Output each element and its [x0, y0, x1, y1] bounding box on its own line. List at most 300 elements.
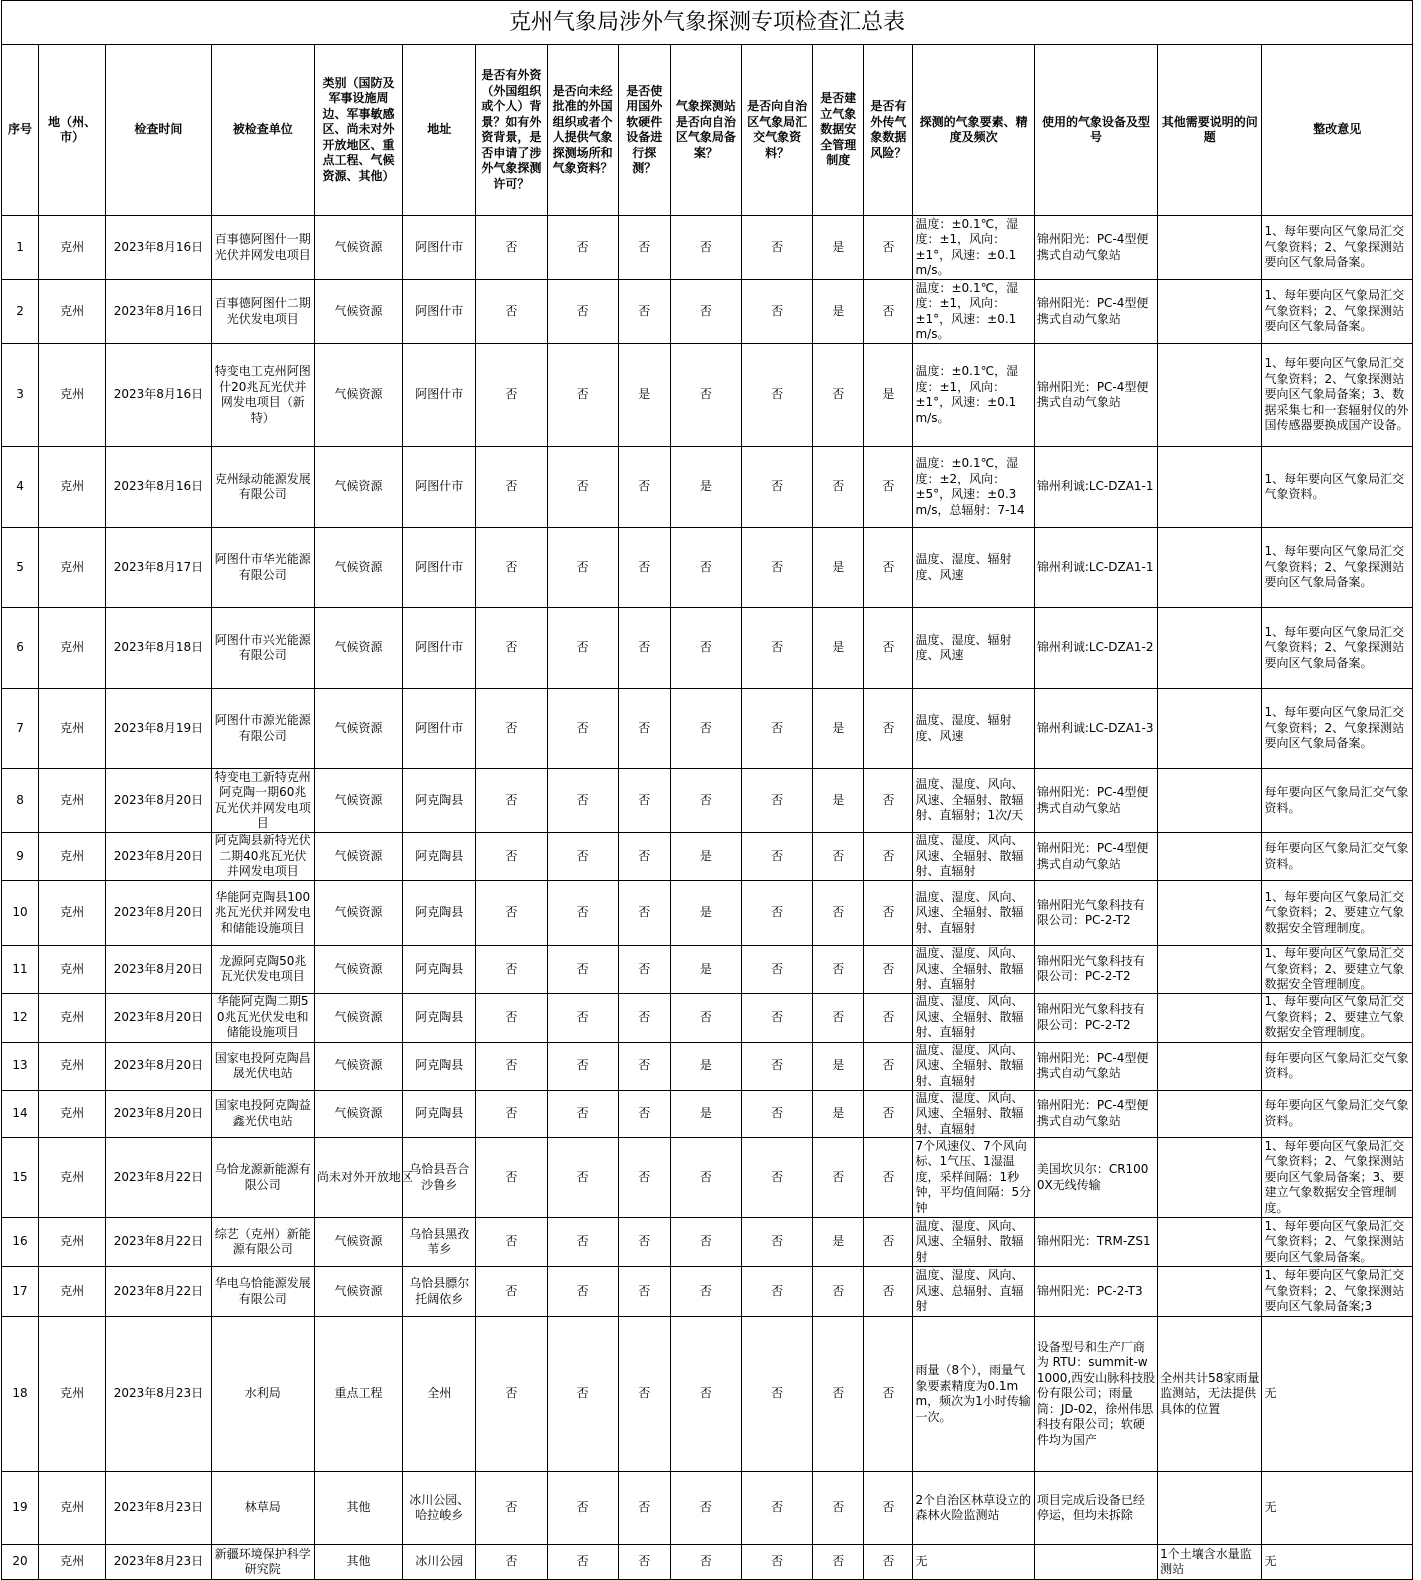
table-cell: 设备型号和生产厂商为 RTU：summit-w1000,西安山脉科技股份有限公司；雨量筒：JD-02，徐州伟思科技有限公司；软硬件均为国产 [1034, 1317, 1157, 1472]
header-cell: 类别（国防及军事设施周边、军事敏感区、尚未对外开放地区、重点工程、气候资源、其他） [314, 45, 402, 216]
table-cell: 否 [547, 1090, 618, 1138]
table-cell: 是 [813, 280, 864, 344]
table-cell: 否 [618, 1042, 670, 1090]
table-cell: 否 [742, 689, 813, 769]
table-cell: 否 [476, 833, 547, 881]
table-cell: 否 [813, 1545, 864, 1580]
table-cell: 否 [547, 1042, 618, 1090]
table-cell: 2个自治区林草设立的森林火险监测站 [913, 1472, 1034, 1545]
table-cell: 阿克陶县 [403, 993, 476, 1042]
table-cell: 否 [618, 280, 670, 344]
header-row [2, 45, 1413, 216]
table-cell: 1、每年要向区气象局汇交气象资料；2、气象探测站要向区气象局备案。 [1262, 689, 1413, 769]
table-cell: 否 [813, 1317, 864, 1472]
table-cell: 是 [670, 1042, 741, 1090]
table-cell: 温度、湿度、风向、风速、全辐射、散辐射、直辐射；1次/天 [913, 769, 1034, 833]
header-cell: 是否有外传气象数据风险？ [864, 45, 913, 216]
table-row [2, 1267, 1413, 1317]
table-cell: 克州 [39, 1317, 106, 1472]
table-cell: 否 [547, 769, 618, 833]
table-cell: 否 [618, 946, 670, 994]
table-cell: 每年要向区气象局汇交气象资料。 [1262, 769, 1413, 833]
table-cell [1158, 280, 1262, 344]
table-cell: 否 [547, 344, 618, 447]
table-cell: 是 [813, 216, 864, 280]
table-cell: 特变电工新特克州阿克陶一期60兆瓦光伏并网发电项目 [211, 769, 314, 833]
table-cell: 否 [476, 689, 547, 769]
table-cell: 1、每年要向区气象局汇交气象资料；2、气象探测站要向区气象局备案。 [1262, 528, 1413, 608]
table-cell: 克州 [39, 689, 106, 769]
table-cell: 否 [742, 1218, 813, 1267]
table-cell: 否 [547, 833, 618, 881]
table-cell: 全州共计58家雨量监测站，无法提供具体的位置 [1158, 1317, 1262, 1472]
table-cell: 阿图什市 [403, 216, 476, 280]
table-cell: 否 [670, 528, 741, 608]
table-cell: 2023年8月20日 [106, 881, 211, 946]
table-cell: 克州 [39, 344, 106, 447]
table-cell: 否 [670, 216, 741, 280]
table-cell: 20 [2, 1545, 39, 1580]
table-cell: 是 [670, 447, 741, 528]
table-cell: 阿克陶县 [403, 769, 476, 833]
table-cell: 否 [864, 528, 913, 608]
table-cell: 全州 [403, 1317, 476, 1472]
table-cell: 阿克陶县 [403, 1042, 476, 1090]
table-cell: 气候资源 [314, 608, 402, 689]
table-cell: 否 [618, 1545, 670, 1580]
table-cell: 否 [476, 769, 547, 833]
table-cell: 否 [742, 946, 813, 994]
table-cell: 2 [2, 280, 39, 344]
table-cell: 气候资源 [314, 1042, 402, 1090]
table-cell: 否 [864, 1218, 913, 1267]
table-cell: 否 [670, 1472, 741, 1545]
table-cell: 否 [547, 528, 618, 608]
table-cell: 尚未对外开放地区 [314, 1138, 402, 1218]
table-cell: 特变电工克州阿图什20兆瓦光伏并网发电项目（新特） [211, 344, 314, 447]
table-cell: 2023年8月20日 [106, 993, 211, 1042]
table-cell: 气候资源 [314, 344, 402, 447]
table-cell: 否 [618, 528, 670, 608]
table-cell: 6 [2, 608, 39, 689]
table-cell: 否 [864, 280, 913, 344]
table-cell: 2023年8月20日 [106, 1042, 211, 1090]
table-cell: 否 [742, 1267, 813, 1317]
header-cell: 探测的气象要素、精度及频次 [913, 45, 1034, 216]
table-row [2, 1472, 1413, 1545]
table-cell: 2023年8月23日 [106, 1317, 211, 1472]
table-cell: 锦州阳光：PC-4型便携式自动气象站 [1034, 344, 1157, 447]
table-cell: 锦州阳光气象科技有限公司：PC-2-T2 [1034, 946, 1157, 994]
table-cell: 百事德阿图什二期光伏发电项目 [211, 280, 314, 344]
table-cell: 2023年8月20日 [106, 769, 211, 833]
table-cell: 否 [547, 1545, 618, 1580]
table-cell: 否 [547, 280, 618, 344]
table-cell: 否 [618, 769, 670, 833]
table-cell: 气候资源 [314, 881, 402, 946]
table-cell: 温度、湿度、风向、风速、总辐射、直辐射 [913, 1267, 1034, 1317]
table-cell: 是 [670, 881, 741, 946]
table-cell: 否 [476, 1317, 547, 1472]
header-cell: 其他需要说明的问题 [1158, 45, 1262, 216]
table-cell: 1、每年要向区气象局汇交气象资料；2、气象探测站要向区气象局备案。 [1262, 280, 1413, 344]
table-cell: 否 [476, 1545, 547, 1580]
table-row [2, 447, 1413, 528]
table-cell: 气候资源 [314, 993, 402, 1042]
table-cell: 否 [742, 769, 813, 833]
table-cell: 锦州利诚:LC-DZA1-2 [1034, 608, 1157, 689]
table-cell: 克州 [39, 280, 106, 344]
table-cell: 否 [742, 881, 813, 946]
table-cell: 否 [618, 1138, 670, 1218]
table-cell: 气候资源 [314, 1090, 402, 1138]
table-cell: 否 [547, 881, 618, 946]
table-row [2, 1545, 1413, 1580]
header-cell: 是否使用国外软硬件设备进行探测？ [618, 45, 670, 216]
table-cell: 是 [813, 689, 864, 769]
table-cell: 2023年8月22日 [106, 1138, 211, 1218]
table-cell: 克州 [39, 1218, 106, 1267]
table-cell: 否 [742, 1138, 813, 1218]
table-cell: 阿图什市源光能源有限公司 [211, 689, 314, 769]
table-cell: 2023年8月23日 [106, 1545, 211, 1580]
table-cell: 否 [742, 1472, 813, 1545]
table-cell: 阿图什市 [403, 528, 476, 608]
table-cell: 否 [476, 1218, 547, 1267]
table-cell: 是 [670, 833, 741, 881]
table-cell: 克州 [39, 608, 106, 689]
table-cell: 温度：±0.1℃，湿度：±2，风向：±5°，风速：±0.3m/s，总辐射：7-14 [913, 447, 1034, 528]
table-cell [1158, 1472, 1262, 1545]
table-cell: 是 [813, 1090, 864, 1138]
table-cell: 2023年8月16日 [106, 216, 211, 280]
table-cell: 无 [913, 1545, 1034, 1580]
table-cell: 否 [476, 1138, 547, 1218]
table-cell: 13 [2, 1042, 39, 1090]
header-cell: 地址 [403, 45, 476, 216]
table-cell: 否 [742, 344, 813, 447]
table-cell: 2023年8月20日 [106, 833, 211, 881]
table-cell: 锦州阳光：PC-4型便携式自动气象站 [1034, 1042, 1157, 1090]
table-cell: 冰川公园 [403, 1545, 476, 1580]
table-cell: 是 [813, 1042, 864, 1090]
table-cell: 其他 [314, 1545, 402, 1580]
table-cell: 否 [618, 1218, 670, 1267]
table-cell: 否 [670, 1317, 741, 1472]
table-cell: 7 [2, 689, 39, 769]
table-cell: 锦州阳光：PC-2-T3 [1034, 1267, 1157, 1317]
table-cell: 否 [813, 833, 864, 881]
table-cell: 气候资源 [314, 946, 402, 994]
table-row [2, 528, 1413, 608]
table-cell: 阿图什市 [403, 608, 476, 689]
table-cell: 10 [2, 881, 39, 946]
table-cell: 克州 [39, 216, 106, 280]
table-row [2, 1090, 1413, 1138]
table-row [2, 280, 1413, 344]
table-cell: 锦州利诚:LC-DZA1-1 [1034, 447, 1157, 528]
table-cell: 阿图什市 [403, 344, 476, 447]
table-row [2, 1042, 1413, 1090]
table-cell: 锦州阳光：PC-4型便携式自动气象站 [1034, 833, 1157, 881]
table-cell: 克州 [39, 993, 106, 1042]
table-cell: 否 [864, 447, 913, 528]
table-cell: 克州 [39, 447, 106, 528]
table-cell: 阿克陶县新特光伏二期40兆瓦光伏并网发电项目 [211, 833, 314, 881]
table-cell: 1、每年要向区气象局汇交气象资料；2、要建立气象数据安全管理制度。 [1262, 946, 1413, 994]
table-cell: 否 [618, 1472, 670, 1545]
table-cell [1158, 833, 1262, 881]
table-cell [1158, 1218, 1262, 1267]
table-cell: 16 [2, 1218, 39, 1267]
table-cell: 否 [864, 881, 913, 946]
table-cell: 否 [547, 1317, 618, 1472]
table-cell: 否 [476, 216, 547, 280]
table-cell: 阿图什市华光能源有限公司 [211, 528, 314, 608]
table-cell [1158, 881, 1262, 946]
table-cell: 否 [670, 689, 741, 769]
table-cell: 温度：±0.1℃，湿度：±1，风向：±1°，风速：±0.1m/s。 [913, 216, 1034, 280]
table-cell: 11 [2, 946, 39, 994]
table-cell: 17 [2, 1267, 39, 1317]
table-cell: 否 [864, 1317, 913, 1472]
table-cell: 综艺（克州）新能源有限公司 [211, 1218, 314, 1267]
table-row [2, 1317, 1413, 1472]
table-cell: 克州 [39, 528, 106, 608]
table-cell: 阿图什市兴光能源有限公司 [211, 608, 314, 689]
table-row [2, 216, 1413, 280]
table-cell: 否 [670, 1218, 741, 1267]
table-cell: 克州 [39, 833, 106, 881]
table-cell: 重点工程 [314, 1317, 402, 1472]
table-cell: 3 [2, 344, 39, 447]
table-cell: 其他 [314, 1472, 402, 1545]
table-cell: 美国坎贝尔：CR1000X无线传输 [1034, 1138, 1157, 1218]
table-cell: 1个土壤含水量监测站 [1158, 1545, 1262, 1580]
header-cell: 整改意见 [1262, 45, 1413, 216]
table-cell: 否 [618, 1317, 670, 1472]
table-cell: 克州 [39, 1472, 106, 1545]
table-cell: 阿图什市 [403, 689, 476, 769]
table-cell: 1、每年要向区气象局汇交气象资料；2、气象探测站要向区气象局备案；3、数据采集七和一套辐射仪的外国传感器要换成国产设备。 [1262, 344, 1413, 447]
table-cell: 否 [547, 993, 618, 1042]
table-cell: 阿克陶县 [403, 946, 476, 994]
table-row [2, 993, 1413, 1042]
table-cell: 否 [476, 280, 547, 344]
table-cell: 否 [476, 344, 547, 447]
table-cell: 否 [618, 833, 670, 881]
table-cell: 2023年8月22日 [106, 1267, 211, 1317]
table-cell [1034, 1545, 1157, 1580]
table-cell: 15 [2, 1138, 39, 1218]
table-cell: 否 [742, 608, 813, 689]
table-cell: 否 [864, 833, 913, 881]
table-cell: 否 [547, 689, 618, 769]
table-cell: 乌恰县黑孜苇乡 [403, 1218, 476, 1267]
header-cell: 气象探测站是否向自治区气象局备案？ [670, 45, 741, 216]
table-cell: 项目完成后设备已经停运，但均未拆除 [1034, 1472, 1157, 1545]
table-cell: 锦州阳光：PC-4型便携式自动气象站 [1034, 280, 1157, 344]
table-cell: 否 [864, 216, 913, 280]
table-cell: 否 [547, 1138, 618, 1218]
table-cell: 9 [2, 833, 39, 881]
table-cell: 克州 [39, 881, 106, 946]
table-cell: 阿图什市 [403, 447, 476, 528]
table-cell: 气候资源 [314, 769, 402, 833]
table-cell: 否 [813, 946, 864, 994]
table-cell: 2023年8月16日 [106, 280, 211, 344]
table-cell: 温度、湿度、风向、风速、全辐射、散辐射、直辐射 [913, 1090, 1034, 1138]
table-cell: 否 [476, 1090, 547, 1138]
table-cell: 1、每年要向区气象局汇交气象资料；2、气象探测站要向区气象局备案。 [1262, 216, 1413, 280]
table-cell [1158, 769, 1262, 833]
table-cell: 克州 [39, 1138, 106, 1218]
table-cell: 否 [742, 833, 813, 881]
table-cell: 1、每年要向区气象局汇交气象资料。 [1262, 447, 1413, 528]
table-cell: 否 [618, 689, 670, 769]
table-cell: 否 [476, 528, 547, 608]
table-cell: 锦州阳光：PC-4型便携式自动气象站 [1034, 216, 1157, 280]
table-cell: 否 [670, 608, 741, 689]
table-cell: 气候资源 [314, 447, 402, 528]
table-cell: 否 [864, 1138, 913, 1218]
table-cell: 否 [864, 769, 913, 833]
header-cell: 检查时间 [106, 45, 211, 216]
table-cell: 气候资源 [314, 1267, 402, 1317]
table-cell: 否 [547, 1218, 618, 1267]
table-cell: 8 [2, 769, 39, 833]
table-cell [1158, 689, 1262, 769]
table-cell: 温度、湿度、风向、风速、全辐射、散辐射、直辐射 [913, 946, 1034, 994]
table-cell [1158, 344, 1262, 447]
table-cell: 否 [476, 1042, 547, 1090]
table-cell [1158, 447, 1262, 528]
table-cell: 每年要向区气象局汇交气象资料。 [1262, 833, 1413, 881]
table-cell: 否 [813, 881, 864, 946]
table-cell: 否 [547, 608, 618, 689]
table-cell: 否 [864, 1042, 913, 1090]
table-cell: 气候资源 [314, 833, 402, 881]
table-cell: 否 [547, 946, 618, 994]
table-cell: 否 [670, 1138, 741, 1218]
table-cell: 否 [547, 447, 618, 528]
table-cell: 克州 [39, 1267, 106, 1317]
table-row [2, 881, 1413, 946]
table-row [2, 608, 1413, 689]
table-cell: 温度、湿度、风向、风速、全辐射、散辐射、直辐射 [913, 881, 1034, 946]
header-cell: 是否有外资（外国组织或个人）背景？如有外资背景，是否申请了涉外气象探测许可？ [476, 45, 547, 216]
table-cell: 否 [742, 993, 813, 1042]
summary-sheet [1, 0, 1413, 1580]
table-cell: 否 [618, 216, 670, 280]
table-row [2, 833, 1413, 881]
table-cell: 温度、湿度、风向、风速、全辐射、散辐射、直辐射 [913, 993, 1034, 1042]
table-cell: 2023年8月16日 [106, 344, 211, 447]
table-cell: 华电乌恰能源发展有限公司 [211, 1267, 314, 1317]
table-cell: 1、每年要向区气象局汇交气象资料；2、气象探测站要向区气象局备案；3、要建立气象数据安全管理制度。 [1262, 1138, 1413, 1218]
table-cell: 否 [864, 1545, 913, 1580]
table-cell: 水利局 [211, 1317, 314, 1472]
table-cell: 气候资源 [314, 216, 402, 280]
table-cell [1158, 1042, 1262, 1090]
table-cell: 1、每年要向区气象局汇交气象资料；2、气象探测站要向区气象局备案。 [1262, 608, 1413, 689]
table-cell: 否 [813, 344, 864, 447]
table-cell: 2023年8月17日 [106, 528, 211, 608]
table-row [2, 344, 1413, 447]
table-cell: 华能阿克陶二期50兆瓦光伏发电和储能设施项目 [211, 993, 314, 1042]
table-cell: 否 [742, 216, 813, 280]
table-cell: 5 [2, 528, 39, 608]
table-cell: 克州 [39, 1545, 106, 1580]
table-cell: 否 [547, 216, 618, 280]
table-cell: 克州 [39, 769, 106, 833]
table-cell: 龙源阿克陶50兆瓦光伏发电项目 [211, 946, 314, 994]
table-cell: 锦州利诚:LC-DZA1-3 [1034, 689, 1157, 769]
table-cell: 是 [670, 946, 741, 994]
table-row [2, 946, 1413, 994]
table-cell: 2023年8月18日 [106, 608, 211, 689]
header-cell: 是否向未经批准的外国组织或者个人提供气象探测场所和气象资料？ [547, 45, 618, 216]
table-cell: 否 [742, 1090, 813, 1138]
table-cell: 19 [2, 1472, 39, 1545]
table-cell: 否 [742, 1042, 813, 1090]
table-cell: 每年要向区气象局汇交气象资料。 [1262, 1042, 1413, 1090]
table-cell: 是 [813, 528, 864, 608]
table-cell: 1、每年要向区气象局汇交气象资料；2、要建立气象数据安全管理制度。 [1262, 881, 1413, 946]
table-cell [1158, 946, 1262, 994]
table-cell: 锦州阳光：PC-4型便携式自动气象站 [1034, 769, 1157, 833]
table-cell: 锦州阳光气象科技有限公司：PC-2-T2 [1034, 881, 1157, 946]
table-cell: 克州绿动能源发展有限公司 [211, 447, 314, 528]
table-cell: 国家电投阿克陶昌晟光伏电站 [211, 1042, 314, 1090]
table-cell: 温度：±0.1℃，湿度：±1，风向：±1°，风速：±0.1m/s。 [913, 344, 1034, 447]
table-cell: 1、每年要向区气象局汇交气象资料；2、气象探测站要向区气象局备案。 [1262, 1218, 1413, 1267]
table-cell: 克州 [39, 1042, 106, 1090]
table-cell: 温度、湿度、风向、风速、全辐射、散辐射、直辐射 [913, 833, 1034, 881]
header-cell: 序号 [2, 45, 39, 216]
table-cell: 2023年8月19日 [106, 689, 211, 769]
table-cell [1158, 608, 1262, 689]
header-cell: 是否建立气象数据安全管理制度 [813, 45, 864, 216]
table-cell: 否 [813, 993, 864, 1042]
table-cell: 1 [2, 216, 39, 280]
table-row [2, 689, 1413, 769]
table-cell: 是 [813, 1218, 864, 1267]
table-cell [1158, 216, 1262, 280]
table-cell: 否 [670, 344, 741, 447]
table-cell: 否 [864, 608, 913, 689]
table-cell: 无 [1262, 1545, 1413, 1580]
table-cell: 温度、湿度、辐射度、风速 [913, 608, 1034, 689]
table-cell: 否 [864, 689, 913, 769]
table-cell: 否 [742, 447, 813, 528]
table-cell: 气候资源 [314, 1218, 402, 1267]
table-cell: 温度、湿度、风向、风速、全辐射、散辐射、直辐射 [913, 1042, 1034, 1090]
table-cell: 否 [813, 1472, 864, 1545]
table-cell: 否 [864, 1267, 913, 1317]
table-cell: 锦州利诚:LC-DZA1-1 [1034, 528, 1157, 608]
table-cell: 否 [864, 993, 913, 1042]
table-cell: 华能阿克陶县100兆瓦光伏并网发电和储能设施项目 [211, 881, 314, 946]
table-cell: 否 [742, 528, 813, 608]
table-cell: 无 [1262, 1472, 1413, 1545]
table-cell: 否 [618, 447, 670, 528]
table-cell: 否 [813, 447, 864, 528]
table-cell: 否 [618, 1090, 670, 1138]
table-cell: 阿克陶县 [403, 1090, 476, 1138]
table-cell: 否 [670, 993, 741, 1042]
table-cell: 克州 [39, 1090, 106, 1138]
